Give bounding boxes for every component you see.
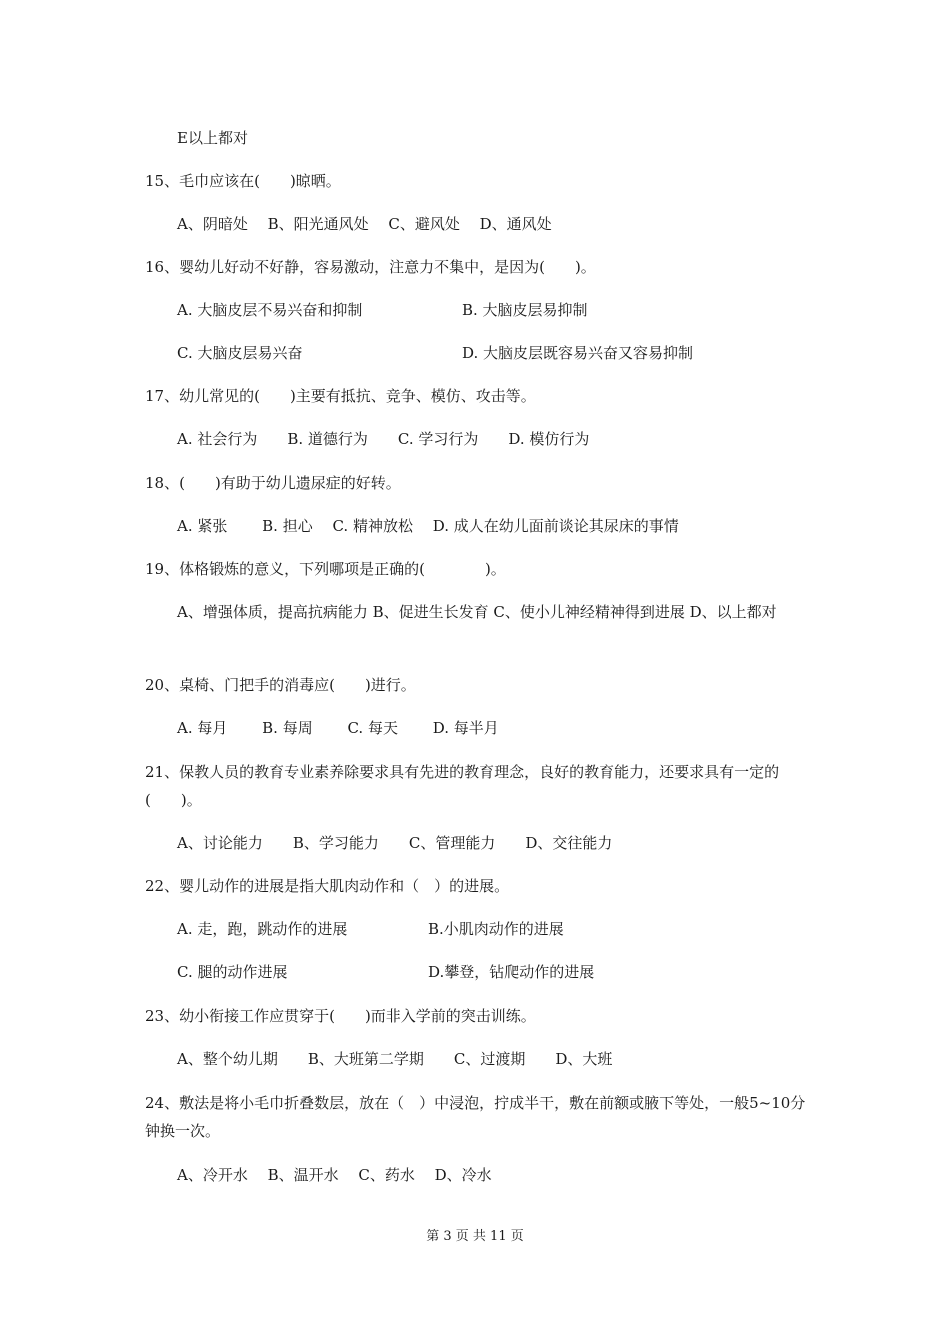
question-16-option-d: D. 大脑皮层既容易兴奋又容易抑制 [462, 344, 694, 362]
question-24: 24、敷法是将小毛巾折叠数层，放在（ ）中浸泡，拧成半干，敷在前额或腋下等处，一般5~10分钟换一次。 [145, 1094, 806, 1140]
question-15: 15、毛巾应该在( )晾晒。 [145, 172, 341, 190]
question-15-options: A、阴暗处 B、阳光通风处 C、避风处 D、通风处 [177, 215, 552, 233]
question-20-options: A. 每月 B. 每周 C. 每天 D. 每半月 [177, 719, 499, 737]
question-22-option-b: B.小肌肉动作的进展 [428, 920, 564, 938]
question-23: 23、幼小衔接工作应贯穿于( )而非入学前的突击训练。 [145, 1007, 536, 1025]
question-16-option-b: B. 大脑皮层易抑制 [462, 301, 588, 319]
question-22-option-a: A. 走，跑，跳动作的进展 [177, 920, 348, 938]
question-19-options: A、增强体质，提高抗病能力 B、促进生长发育 C、使小儿神经精神得到进展 D、以上都对 [177, 603, 777, 621]
answer-line-e: E以上都对 [177, 129, 248, 147]
question-16-option-c: C. 大脑皮层易兴奋 [177, 344, 303, 362]
question-16: 16、婴幼儿好动不好静，容易激动，注意力不集中，是因为( )。 [145, 258, 596, 276]
question-21: 21、保教人员的教育专业素养除要求具有先进的教育理念，良好的教育能力，还要求具有一定的( )。 [145, 763, 780, 809]
question-23-options: A、整个幼儿期 B、大班第二学期 C、过渡期 D、大班 [177, 1050, 613, 1068]
question-16-option-a: A. 大脑皮层不易兴奋和抑制 [177, 301, 363, 319]
question-17-options: A. 社会行为 B. 道德行为 C. 学习行为 D. 模仿行为 [177, 430, 590, 448]
question-22-option-c: C. 腿的动作进展 [177, 963, 288, 981]
page-footer: 第 3 页 共 11 页 [426, 1229, 524, 1244]
question-24-options: A、冷开水 B、温开水 C、药水 D、冷水 [177, 1166, 492, 1184]
question-22: 22、婴儿动作的进展是指大肌肉动作和（ ）的进展。 [145, 877, 510, 895]
question-19: 19、体格锻炼的意义，下列哪项是正确的( )。 [145, 560, 506, 578]
question-20: 20、桌椅、门把手的消毒应( )进行。 [145, 676, 416, 694]
question-18: 18、( )有助于幼儿遗尿症的好转。 [145, 474, 401, 492]
question-22-option-d: D.攀登，钻爬动作的进展 [428, 963, 595, 981]
question-21-options: A、讨论能力 B、学习能力 C、管理能力 D、交往能力 [177, 834, 613, 852]
question-18-options: A. 紧张 B. 担心 C. 精神放松 D. 成人在幼儿面前谈论其尿床的事情 [177, 517, 679, 535]
question-17: 17、幼儿常见的( )主要有抵抗、竞争、模仿、攻击等。 [145, 387, 536, 405]
